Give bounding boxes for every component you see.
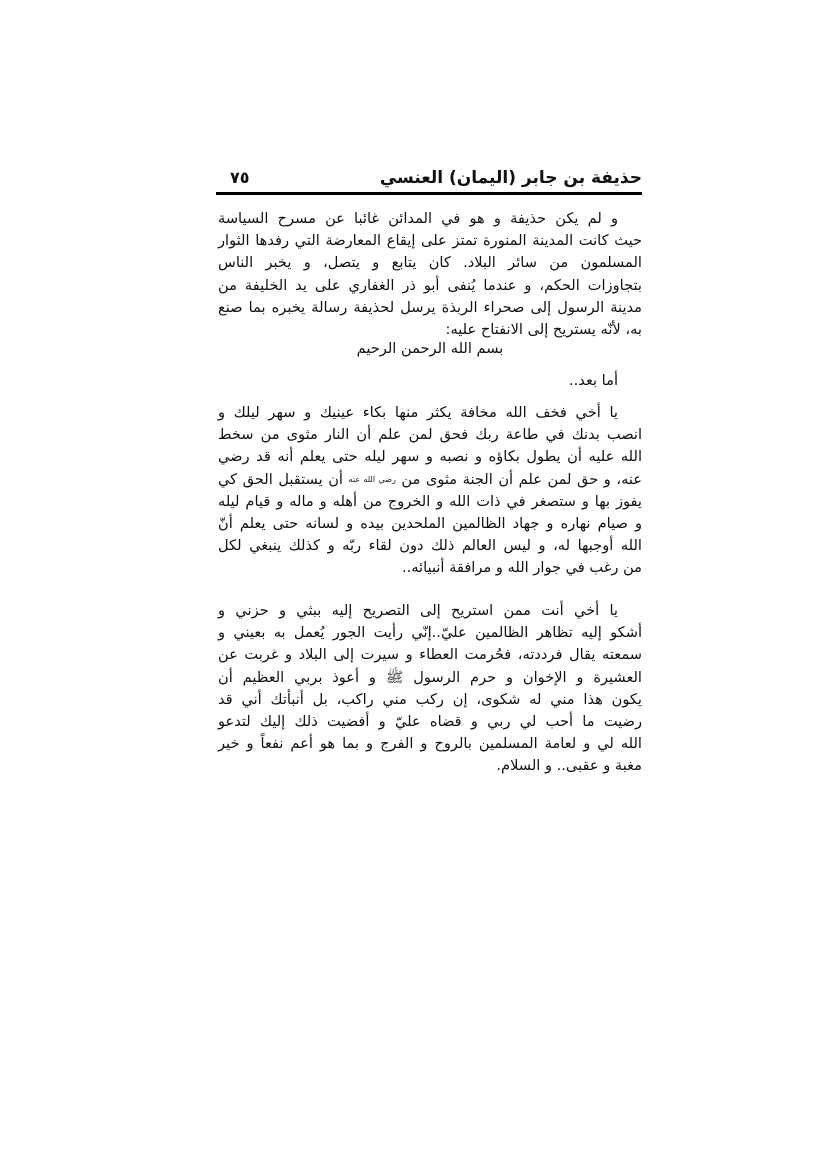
text-line: الله عليه أن يطول بكاؤه و نصبه و سهر ليله حتى يعلم أنه قد رضي [218,448,642,466]
text-line: من رغب في جوار الله و مرافقة أنبيائه.. [401,559,642,577]
running-header [216,166,642,192]
text-line: الله أوجبها له، و ليس العالم ذلك دون لقاء ربّه و كذلك ينبغي لكل [218,537,642,555]
page-number: ٧٥ [230,168,250,187]
text-segment: عنه، و حق لمن علم أن الجنة مثوى من [401,470,643,488]
paragraph-3 [218,600,642,778]
text-line [218,667,642,689]
text-line: مدينة الرسول إلى صحراء الربذة يرسل لحذيفة رسالة يخبره بما صنع [218,298,642,316]
paragraph-1 [218,208,642,341]
text-line: أشكو إليه تظاهر الظالمين عليّ..إنّي رأيت الجور يُعمل به بعيني و [218,624,642,642]
text-segment: العشيرة و الإخوان و حرم الرسول [413,668,642,686]
header-rule [216,192,642,195]
text-line: سمعته يقال فرددته، فحُرمت العطاء و سيرت إلى البلاد و غربت عن [218,646,642,664]
text-line: بتجاوزات الحكم، و عندما يُنفى أبو ذر الغفاري على يد الخليفة من [218,276,642,294]
text-segment: أن يستقبل الحق كي [218,470,343,488]
text-line: يا أخي فخف الله مخافة يكثر منها بكاء عينيك و سهر ليلك و [218,404,618,421]
text-line: انصب بدنك في طاعة ربك فحق لمن علم أن النار مثوى من سخط [218,426,642,444]
honorific-glyph: ﷺ [385,668,404,686]
text-line: حيث كانت المدينة المنورة تمتز على إيقاع المعارضة التي رفدها الثوار [218,232,642,250]
text-line: المسلمون من سائر البلاد. كان يتابع و يتصل، و يخبر الناس [218,254,642,272]
salutation-block [218,370,642,392]
text-line: و صيام نهاره و جهاد الظالمين الملحدين بيده و لسانه حتى يعلم أنّ [218,514,642,532]
text-line: مغبة و عقبى.. و السلام. [496,757,642,775]
text-line: رضيت ما أحب لي ربي و قضاه عليّ و أفضيت ذلك إليك لتدعو [218,712,642,730]
text-segment: و أعوذ بربي العظيم أن [218,668,376,686]
paragraph-2 [218,402,642,580]
honorific-glyph: رضي الله عنه [348,474,396,484]
text-line: به، لأنّه يستريح إلى الانفتاح عليه: [445,320,642,338]
text-line: يا أخي أنت ممن استريح إلى التصريح إليه ببثي و حزني و [218,602,618,619]
text-line: يفوز بها و ستصغر في ذات الله و الخروج من أهله و ماله و قيام ليله [218,492,642,510]
text-line [218,469,642,491]
text-line: يكون هذا مني له شكوى، إن ركب مني راكب، بل أنبأتك أني قد [218,690,642,708]
text-line: الله لي و لعامة المسلمين بالروح و الفرج و بما هو أعم نفعاً و خير [218,735,642,753]
basmala-block [218,338,642,360]
text-line: و لم يكن حذيفة و هو في المدائن غائبا عن مسرح السياسة [218,210,618,227]
header-title: حذيفة بن جابر (اليمان) العنسي [379,168,642,188]
basmala: بسم الله الرحمن الرحيم [356,340,504,357]
salutation: أما بعد.. [569,372,618,389]
